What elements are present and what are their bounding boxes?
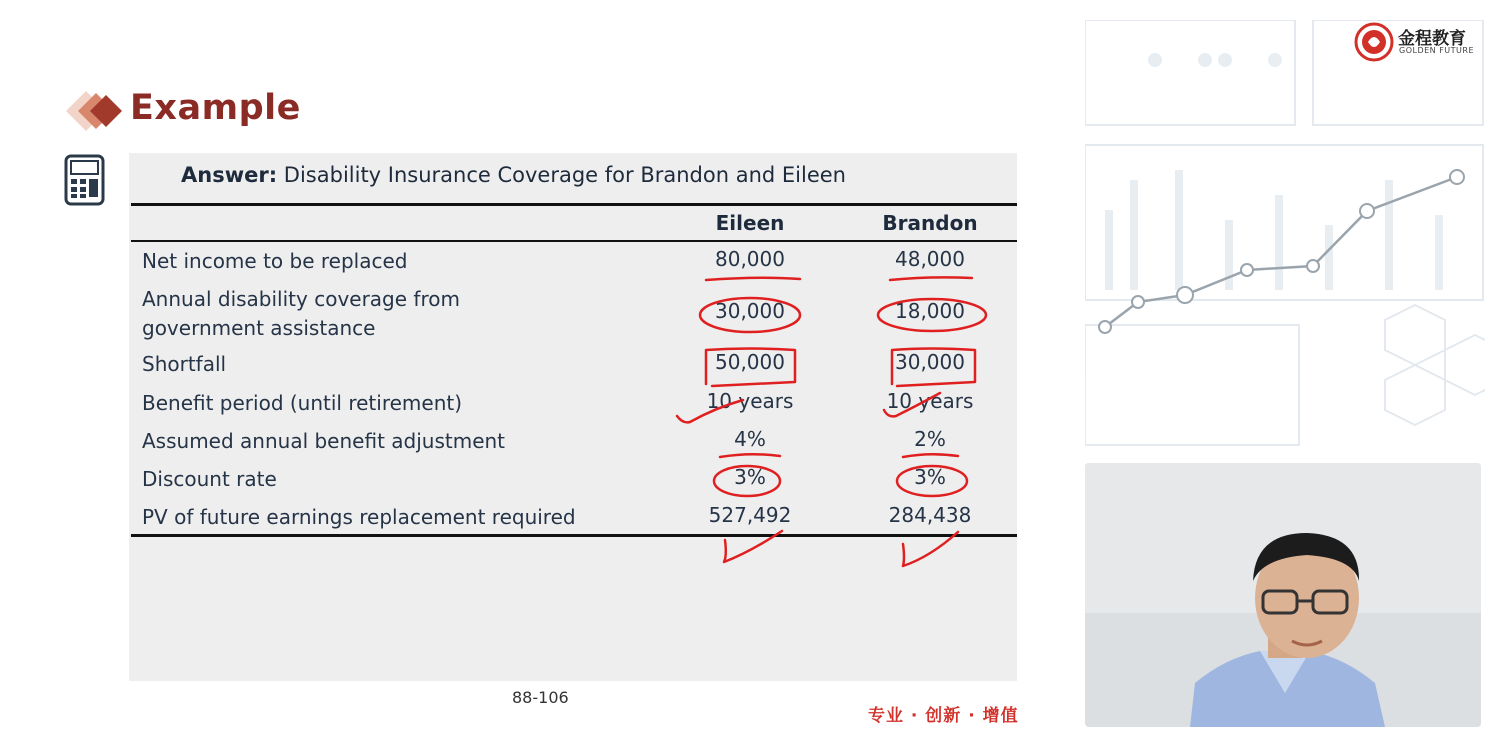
logo-emblem-icon bbox=[1354, 22, 1394, 62]
cell-brandon-benefit-period: 10 years bbox=[886, 389, 974, 413]
row-label-benefit-adjustment: Assumed annual benefit adjustment bbox=[142, 429, 506, 453]
cell-eileen-gov-coverage: 30,000 bbox=[715, 299, 785, 323]
cell-eileen-pv-required: 527,492 bbox=[708, 503, 792, 527]
answer-label: Answer: bbox=[181, 163, 278, 187]
cell-eileen-benefit-period: 10 years bbox=[706, 389, 794, 413]
row-label-shortfall: Shortfall bbox=[142, 352, 227, 376]
slide-title: Example bbox=[130, 88, 301, 128]
cell-brandon-shortfall: 30,000 bbox=[895, 350, 965, 374]
row-label-discount-rate: Discount rate bbox=[142, 467, 277, 491]
row-label-net-income: Net income to be replaced bbox=[142, 249, 408, 273]
presenter-video bbox=[1085, 463, 1481, 727]
answer-text: Disability Insurance Coverage for Brandon and Eileen bbox=[283, 163, 846, 187]
slogan: 专业 · 创新 · 增值 bbox=[868, 706, 1019, 726]
table-header-rule bbox=[131, 240, 1017, 242]
column-header-eileen: Eileen bbox=[715, 211, 785, 235]
row-label-gov-coverage-line1: Annual disability coverage from bbox=[142, 287, 460, 311]
presenter-figure bbox=[1085, 463, 1481, 727]
cell-eileen-benefit-adjustment: 4% bbox=[734, 427, 766, 451]
logo-subtitle: GOLDEN FUTURE bbox=[1399, 46, 1475, 55]
calculator-icon bbox=[64, 154, 105, 206]
page-number: 88-106 bbox=[512, 688, 569, 707]
logo-name: 金程教育 bbox=[1398, 29, 1466, 49]
title-diamonds-icon bbox=[44, 86, 124, 136]
table-bottom-rule bbox=[131, 534, 1017, 537]
cell-eileen-shortfall: 50,000 bbox=[715, 350, 785, 374]
cell-eileen-net-income: 80,000 bbox=[715, 247, 785, 271]
cell-eileen-discount-rate: 3% bbox=[734, 465, 766, 489]
row-label-gov-coverage-line2: government assistance bbox=[142, 316, 376, 340]
table-top-rule bbox=[131, 203, 1017, 206]
background-infographic bbox=[1085, 20, 1485, 450]
column-header-brandon: Brandon bbox=[882, 211, 978, 235]
cell-brandon-discount-rate: 3% bbox=[914, 465, 946, 489]
cell-brandon-net-income: 48,000 bbox=[895, 247, 965, 271]
answer-heading bbox=[181, 163, 846, 187]
cell-brandon-gov-coverage: 18,000 bbox=[895, 299, 965, 323]
row-label-benefit-period: Benefit period (until retirement) bbox=[142, 391, 463, 415]
cell-brandon-benefit-adjustment: 2% bbox=[914, 427, 946, 451]
row-label-pv-required: PV of future earnings replacement required bbox=[142, 505, 576, 529]
cell-brandon-pv-required: 284,438 bbox=[888, 503, 972, 527]
